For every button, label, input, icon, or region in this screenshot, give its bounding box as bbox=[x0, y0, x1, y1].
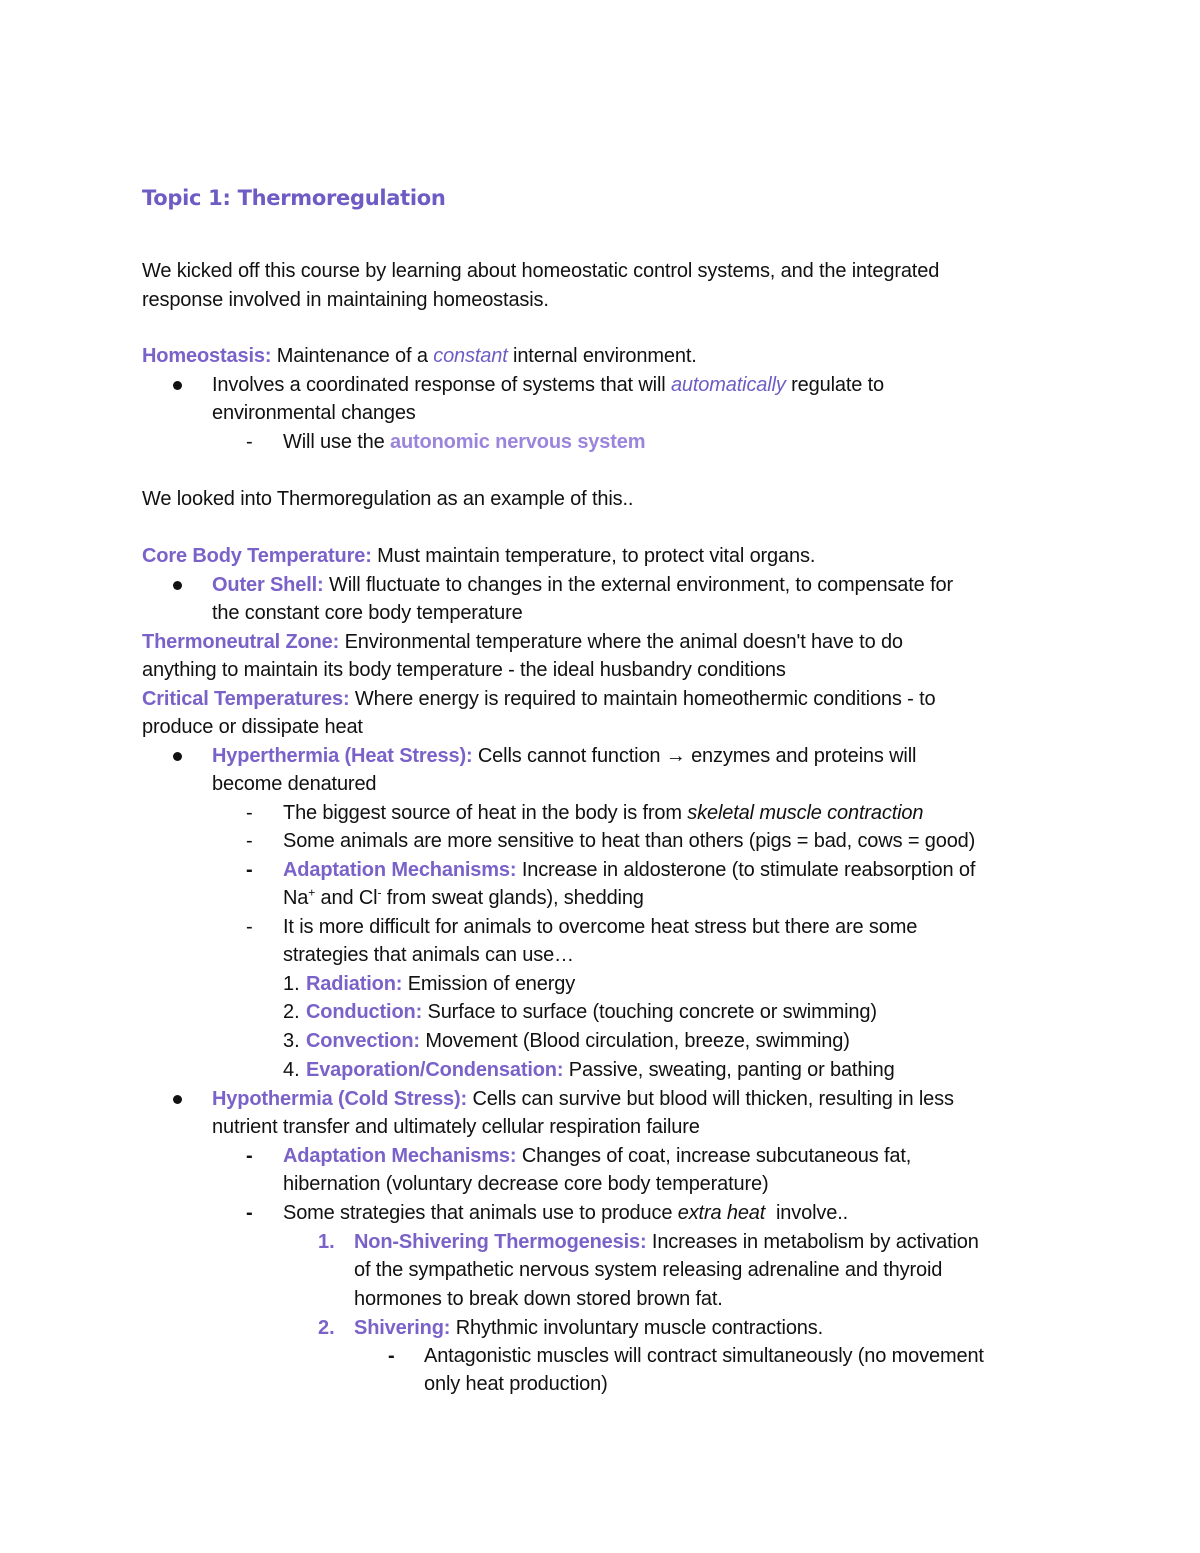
adaptation-term: Adaptation Mechanisms: bbox=[283, 1145, 517, 1167]
hyperthermia-bullet bbox=[212, 742, 916, 770]
list-text: Emission of energy bbox=[402, 973, 576, 995]
list-number: 2. bbox=[318, 1317, 335, 1339]
hypo-dash-1 bbox=[283, 1142, 911, 1170]
list-number: 1. bbox=[283, 973, 300, 995]
dash-text-post: involve.. bbox=[765, 1202, 849, 1224]
hypothermia-term: Hypothermia (Cold Stress): bbox=[212, 1088, 468, 1110]
bullet-icon bbox=[173, 752, 182, 761]
homeostasis-bullet-1 bbox=[212, 371, 884, 399]
dash-icon: - bbox=[246, 1145, 253, 1167]
core-definition bbox=[142, 542, 815, 570]
hyperthermia-term: Hyperthermia (Heat Stress): bbox=[212, 745, 473, 767]
hypothermia-line-2: nutrient transfer and ultimately cellular respiration failure bbox=[212, 1116, 700, 1138]
homeostasis-definition bbox=[142, 342, 697, 370]
list-item-conduction bbox=[306, 998, 877, 1026]
homeostasis-emphasis: constant bbox=[433, 345, 508, 367]
adaptation-text: Increase in aldosterone (to stimulate reabsorption of bbox=[516, 859, 976, 881]
list-term: Evaporation/Condensation: bbox=[306, 1059, 564, 1081]
list-text: Movement (Blood circulation, breeze, swimming) bbox=[419, 1030, 850, 1052]
critical-text: Where energy is required to maintain homeothermic conditions - to bbox=[349, 688, 936, 710]
dash-text-pre: Will use the bbox=[283, 431, 390, 453]
bullet-text-pre: Involves a coordinated response of systems that will bbox=[212, 374, 671, 396]
outer-shell-bullet bbox=[212, 571, 953, 599]
adaptation-term: Adaptation Mechanisms: bbox=[283, 859, 517, 881]
homeostasis-term: Homeostasis: bbox=[142, 345, 272, 367]
hyperthermia-line-2: become denatured bbox=[212, 773, 377, 795]
intro-line-1: We kicked off this course by learning about homeostatic control systems, and the integrated bbox=[142, 260, 940, 282]
dash-icon: - bbox=[246, 830, 253, 852]
bullet-icon bbox=[173, 381, 182, 390]
thermoneutral-term: Thermoneutral Zone: bbox=[142, 631, 340, 653]
example-line: We looked into Thermoregulation as an example of this.. bbox=[142, 488, 634, 510]
bullet-emphasis: automatically bbox=[670, 374, 786, 396]
intro-line-2: response involved in maintaining homeostasis. bbox=[142, 289, 549, 311]
list-number: 2. bbox=[283, 1001, 300, 1023]
dash-highlight: autonomic nervous system bbox=[389, 431, 646, 453]
dash-icon: - bbox=[246, 916, 253, 938]
outer-shell-term: Outer Shell: bbox=[212, 574, 324, 596]
shivering-dash-1-line-2: only heat production) bbox=[424, 1373, 608, 1395]
thermoneutral-text: Environmental temperature where the animal doesn't have to do bbox=[339, 631, 903, 653]
dash-icon: - bbox=[246, 1202, 253, 1224]
list-number: 4. bbox=[283, 1059, 300, 1081]
charge-superscript: + bbox=[308, 885, 316, 900]
bullet-icon bbox=[173, 581, 182, 590]
charge-superscript: - bbox=[377, 885, 382, 900]
hyper-dash-2: Some animals are more sensitive to heat than others (pigs = bad, cows = good) bbox=[283, 830, 976, 852]
dash-icon: - bbox=[246, 859, 253, 881]
bullet-text-post: regulate to bbox=[785, 374, 885, 396]
sodium-label: Na bbox=[283, 887, 309, 909]
hyper-dash-3-line-2 bbox=[283, 884, 644, 912]
critical-definition bbox=[142, 685, 935, 713]
adaptation-text: Changes of coat, increase subcutaneous fat, bbox=[516, 1145, 912, 1167]
non-shivering-line-2: of the sympathetic nervous system releasing adrenaline and thyroid bbox=[354, 1259, 943, 1281]
hyper-dash-4-line-2: strategies that animals can use… bbox=[283, 944, 574, 966]
list-item-radiation bbox=[306, 970, 575, 998]
hypo-dash-1-line-2: hibernation (voluntary decrease core body temperature) bbox=[283, 1173, 769, 1195]
adaptation-text-end: from sweat glands), shedding bbox=[381, 887, 644, 909]
list-item-convection bbox=[306, 1027, 850, 1055]
list-text: Surface to surface (touching concrete or swimming) bbox=[422, 1001, 877, 1023]
critical-line-2: produce or dissipate heat bbox=[142, 716, 363, 738]
dash-emphasis: extra heat bbox=[677, 1202, 766, 1224]
non-shivering-line-3: hormones to break down stored brown fat. bbox=[354, 1288, 723, 1310]
list-term: Conduction: bbox=[306, 1001, 423, 1023]
dash-text-pre: The biggest source of heat in the body is from bbox=[283, 802, 688, 824]
hyperthermia-text: Cells cannot function → enzymes and proteins will bbox=[472, 745, 917, 767]
homeostasis-bullet-1-line-2: environmental changes bbox=[212, 402, 416, 424]
list-item-non-shivering bbox=[354, 1228, 979, 1256]
bullet-icon bbox=[173, 1095, 182, 1104]
hypothermia-text: Cells can survive but blood will thicken, resulting in less bbox=[467, 1088, 954, 1110]
outer-shell-text: Will fluctuate to changes in the external environment, to compensate for bbox=[323, 574, 953, 596]
list-term: Convection: bbox=[306, 1030, 420, 1052]
hypothermia-bullet bbox=[212, 1085, 954, 1113]
list-item-evaporation bbox=[306, 1056, 895, 1084]
list-text: Passive, sweating, panting or bathing bbox=[563, 1059, 895, 1081]
list-number: 3. bbox=[283, 1030, 300, 1052]
list-item-shivering bbox=[354, 1314, 823, 1342]
homeostasis-dash-1 bbox=[283, 428, 645, 456]
hyper-dash-3 bbox=[283, 856, 975, 884]
list-term: Shivering: bbox=[354, 1317, 451, 1339]
chloride-label: and Cl bbox=[315, 887, 378, 909]
dash-icon: - bbox=[246, 431, 253, 453]
page-title: Topic 1: Thermoregulation bbox=[142, 186, 446, 210]
dash-text-pre: Some strategies that animals use to produce bbox=[283, 1202, 678, 1224]
core-text: Must maintain temperature, to protect vital organs. bbox=[371, 545, 816, 567]
list-number: 1. bbox=[318, 1231, 335, 1253]
dash-icon: - bbox=[246, 802, 253, 824]
homeostasis-text-post: internal environment. bbox=[507, 345, 697, 367]
dash-icon: - bbox=[388, 1345, 395, 1367]
shivering-dash-1: Antagonistic muscles will contract simultaneously (no movement bbox=[424, 1345, 984, 1367]
homeostasis-text-pre: Maintenance of a bbox=[271, 345, 434, 367]
thermoneutral-line-2: anything to maintain its body temperature - the ideal husbandry conditions bbox=[142, 659, 786, 681]
critical-term: Critical Temperatures: bbox=[142, 688, 350, 710]
hypo-dash-2 bbox=[283, 1199, 848, 1227]
list-term: Non-Shivering Thermogenesis: bbox=[354, 1231, 647, 1253]
core-term: Core Body Temperature: bbox=[142, 545, 372, 567]
dash-emphasis: skeletal muscle contraction bbox=[687, 802, 924, 824]
outer-shell-line-2: the constant core body temperature bbox=[212, 602, 523, 624]
list-text: Increases in metabolism by activation bbox=[646, 1231, 979, 1253]
list-term: Radiation: bbox=[306, 973, 403, 995]
hyper-dash-4: It is more difficult for animals to overcome heat stress but there are some bbox=[283, 916, 918, 938]
thermoneutral-definition bbox=[142, 628, 903, 656]
list-text: Rhythmic involuntary muscle contractions. bbox=[450, 1317, 824, 1339]
hyper-dash-1 bbox=[283, 799, 923, 827]
